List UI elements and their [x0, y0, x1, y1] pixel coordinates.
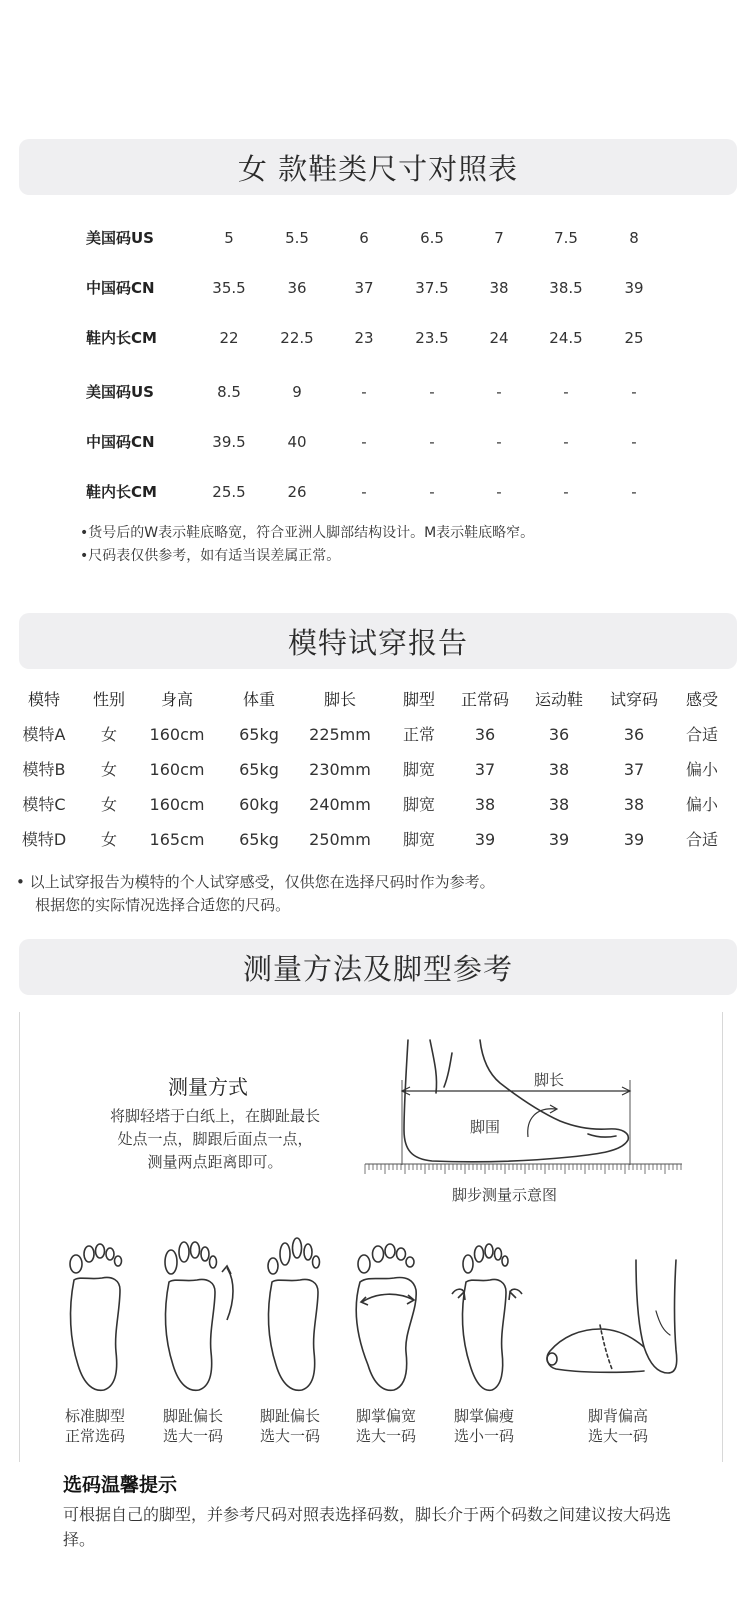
foot-type-caption	[245, 1406, 335, 1446]
caption-line: 选小一码	[453, 1427, 514, 1445]
footprint-thin-icon	[448, 1240, 528, 1400]
footprint-long-toe-icon	[258, 1240, 328, 1400]
method-desc-line: 处点一点，脚跟后面点一点，	[117, 1130, 313, 1148]
size-cell: -	[429, 433, 435, 451]
table-cell: 230mm	[309, 760, 371, 779]
size-cell: 8	[629, 229, 639, 247]
caption-line: 脚趾偏长	[162, 1407, 223, 1425]
size-cell: -	[496, 483, 502, 501]
model-note-2: 根据您的实际情况选择合适您的尺码。	[16, 896, 291, 914]
table-cell: 36	[548, 725, 570, 744]
size-cell: 38	[489, 279, 509, 297]
table-cell: 39	[623, 830, 645, 849]
table-cell: 65kg	[239, 830, 279, 849]
table-cell: 65kg	[239, 725, 279, 744]
foot-type-caption	[148, 1406, 238, 1446]
caption-line: 标准脚型	[64, 1407, 125, 1425]
table-cell: 女	[100, 725, 117, 744]
caption-line: 脚掌偏宽	[355, 1407, 416, 1425]
table-cell: 37	[623, 760, 645, 779]
model-note-1: • 以上试穿报告为模特的个人试穿感受，仅供您在选择尺码时作为参考。	[16, 873, 495, 891]
row-label: 美国码US	[86, 229, 154, 247]
method-description	[90, 1105, 340, 1174]
method-desc-line: 测量两点距离即可。	[147, 1153, 283, 1171]
size-cell: 22.5	[280, 329, 314, 347]
size-cell: 26	[287, 483, 307, 501]
table-cell: 女	[100, 760, 117, 779]
size-cell: 9	[292, 383, 302, 401]
column-header: 试穿码	[609, 690, 658, 709]
table-cell: 225mm	[309, 725, 371, 744]
size-cell: -	[429, 383, 435, 401]
table-cell: 合适	[685, 830, 718, 849]
size-row-cn-1	[0, 273, 755, 303]
column-header: 脚型	[402, 690, 435, 709]
size-cell: -	[563, 483, 569, 501]
foot-measure-diagram	[360, 1035, 690, 1175]
size-cell: 6	[359, 229, 369, 247]
table-cell: 38	[548, 795, 570, 814]
size-cell: 25.5	[212, 483, 246, 501]
caption-line: 脚掌偏瘦	[453, 1407, 514, 1425]
caption-line: 脚趾偏长	[259, 1407, 320, 1425]
size-cell: 38.5	[549, 279, 583, 297]
table-cell: 女	[100, 795, 117, 814]
size-row-cm-2	[0, 477, 755, 507]
size-cell: 25	[624, 329, 644, 347]
foot-girth-label: 脚围	[470, 1118, 501, 1136]
column-header: 运动鞋	[534, 690, 583, 709]
foot-type-caption	[50, 1406, 140, 1446]
footprint-wide-icon	[348, 1240, 428, 1400]
table-cell: 偏小	[685, 795, 718, 814]
size-cell: -	[496, 433, 502, 451]
size-row-us-2	[0, 377, 755, 407]
size-cell: 7.5	[554, 229, 578, 247]
method-desc-line: 将脚轻塔于白纸上，在脚趾最长	[109, 1107, 320, 1125]
table-cell: 250mm	[309, 830, 371, 849]
table-cell: 脚宽	[402, 795, 435, 814]
footprint-long-toe-icon	[155, 1240, 240, 1400]
size-cell: 7	[494, 229, 504, 247]
size-cell: 39.5	[212, 433, 246, 451]
size-cell: 36	[287, 279, 307, 297]
size-cell: -	[631, 383, 637, 401]
size-cell: -	[631, 483, 637, 501]
column-header: 感受	[685, 690, 718, 709]
table-cell: 女	[100, 830, 117, 849]
size-note-1: •货号后的W表示鞋底略宽，符合亚洲人脚部结构设计。M表示鞋底略窄。	[80, 525, 535, 541]
model-row-b	[0, 754, 755, 786]
table-cell: 39	[548, 830, 570, 849]
size-row-us-1	[0, 223, 755, 253]
size-cell: 37	[354, 279, 374, 297]
size-cell: 35.5	[212, 279, 246, 297]
size-cell: -	[429, 483, 435, 501]
measurement-title: 测量方法及脚型参考	[19, 939, 737, 995]
caption-line: 正常选码	[64, 1427, 125, 1445]
size-cell: -	[631, 433, 637, 451]
row-label: 美国码US	[86, 383, 154, 401]
tips-text: 可根据自己的脚型，并参考尺码对照表选择码数，脚长介于两个码数之间建议按大码选择。	[63, 1505, 672, 1549]
size-cell: 39	[624, 279, 644, 297]
foot-type-caption	[439, 1406, 529, 1446]
foot-high-instep-icon	[540, 1255, 690, 1385]
size-row-cm-1	[0, 323, 755, 353]
table-cell: 65kg	[239, 760, 279, 779]
caption-line: 选大一码	[587, 1427, 648, 1445]
size-cell: 23	[354, 329, 374, 347]
table-cell: 模特B	[22, 760, 66, 779]
table-cell: 37	[474, 760, 496, 779]
caption-line: 选大一码	[355, 1427, 416, 1445]
size-cell: -	[361, 483, 367, 501]
model-table-header	[0, 684, 755, 716]
table-cell: 160cm	[149, 760, 205, 779]
diagram-caption: 脚步测量示意图	[452, 1186, 558, 1204]
row-label: 中国码CN	[86, 279, 155, 297]
size-cell: 6.5	[420, 229, 444, 247]
column-header: 性别	[92, 690, 125, 709]
tips-title: 选码温馨提示	[63, 1474, 178, 1496]
model-row-d	[0, 824, 755, 856]
table-cell: 正常	[402, 725, 435, 744]
row-label: 中国码CN	[86, 433, 155, 451]
model-row-c	[0, 789, 755, 821]
size-cell: -	[361, 383, 367, 401]
size-cell: 5	[224, 229, 234, 247]
table-cell: 160cm	[149, 795, 205, 814]
size-cell: 24	[489, 329, 509, 347]
size-cell: 37.5	[415, 279, 449, 297]
table-cell: 240mm	[309, 795, 371, 814]
size-cell: -	[563, 383, 569, 401]
size-cell: 8.5	[217, 383, 241, 401]
model-row-a	[0, 719, 755, 751]
table-cell: 脚宽	[402, 760, 435, 779]
column-header: 身高	[160, 690, 193, 709]
foot-length-label: 脚长	[534, 1071, 565, 1089]
size-cell: -	[361, 433, 367, 451]
table-cell: 36	[474, 725, 496, 744]
caption-line: 选大一码	[259, 1427, 320, 1445]
row-label: 鞋内长CM	[86, 329, 157, 347]
footprint-standard-icon	[60, 1240, 130, 1400]
row-label: 鞋内长CM	[86, 483, 157, 501]
table-cell: 38	[623, 795, 645, 814]
size-note-2: •尺码表仅供参考，如有适当误差属正常。	[80, 548, 341, 564]
size-cell: 24.5	[549, 329, 583, 347]
method-title: 测量方式	[168, 1075, 248, 1099]
size-cell: 22	[219, 329, 239, 347]
table-cell: 脚宽	[402, 830, 435, 849]
size-cell: 5.5	[285, 229, 309, 247]
column-header: 模特	[27, 690, 60, 709]
foot-type-caption	[341, 1406, 431, 1446]
table-cell: 模特C	[22, 795, 66, 814]
table-cell: 合适	[685, 725, 718, 744]
table-cell: 60kg	[239, 795, 279, 814]
table-cell: 偏小	[685, 760, 718, 779]
table-cell: 38	[474, 795, 496, 814]
caption-line: 脚背偏高	[587, 1407, 648, 1425]
table-cell: 39	[474, 830, 496, 849]
table-cell: 160cm	[149, 725, 205, 744]
table-cell: 模特A	[22, 725, 66, 744]
size-cell: -	[496, 383, 502, 401]
model-report-title: 模特试穿报告	[19, 613, 737, 669]
column-header: 脚长	[323, 690, 356, 709]
size-cell: 40	[287, 433, 307, 451]
size-cell: 23.5	[415, 329, 449, 347]
foot-type-caption	[573, 1406, 663, 1446]
table-cell: 模特D	[21, 830, 67, 849]
size-cell: -	[563, 433, 569, 451]
table-cell: 38	[548, 760, 570, 779]
column-header: 体重	[242, 690, 275, 709]
table-cell: 165cm	[149, 830, 205, 849]
size-row-cn-2	[0, 427, 755, 457]
table-cell: 36	[623, 725, 645, 744]
column-header: 正常码	[460, 690, 509, 709]
size-chart-title: 女 款鞋类尺寸对照表	[19, 139, 737, 195]
caption-line: 选大一码	[162, 1427, 223, 1445]
